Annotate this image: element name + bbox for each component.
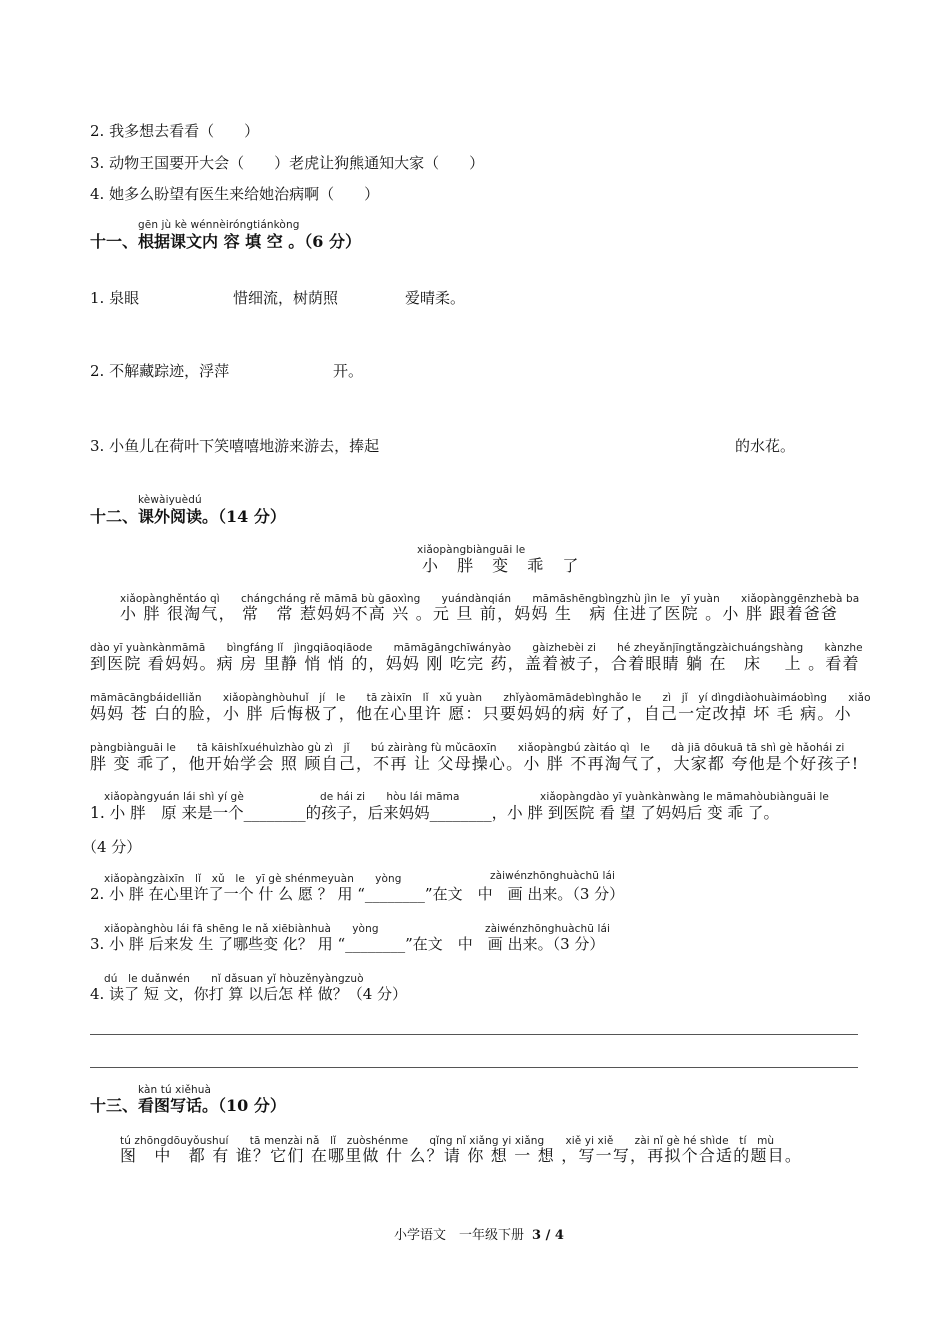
story-line-1: 小 胖 很淘气， 常 常 惹妈妈不高 兴 。元 旦 前，妈妈 生 病 住进了医院 。小 胖 跟着爸爸 [120, 604, 839, 623]
s11-q2-part-a: 2. 不解藏踪迹，浮萍 [90, 362, 230, 380]
answer-line-2[interactable] [90, 1067, 858, 1068]
s12-q2-pinyin-b: zàiwénzhōnghuàchū lái [490, 870, 616, 882]
s12-question-3: 3. 小 胖 后来发 生 了哪些变 化？ 用 “________”在文 中 画 出来。（3 分） [90, 935, 605, 953]
s12-question-4: 4. 读了 短 文，你打 算 以后怎 样 做？（4 分） [90, 985, 408, 1003]
section13-heading: 十三、看图写话。（10 分） [90, 1096, 286, 1115]
s11-q2-part-b: 开。 [333, 362, 364, 380]
s12-question-2: 2. 小 胖 在心里许了一个 什 么 愿 ？ 用 “________”在文 中 画 出来。（3 分） [90, 885, 625, 903]
q10-item-2: 2. 我多想去看看（ ） [90, 122, 260, 140]
s11-q1-part-b: 惜细流，树荫照 [233, 289, 339, 307]
s12-q3-pinyin-b: zàiwénzhōnghuàchū lái [485, 923, 611, 935]
s12-q1-score: （4 分） [82, 838, 142, 856]
s12-question-1: 1. 小 胖 原 来是一个________的孩子，后来妈妈________，小 胖 到医院 看 望 了妈妈后 变 乖 了。 [90, 804, 779, 822]
story-line-4: 胖 变 乖了，他开始学会 照 顾自己，不再 让 父母操心。小 胖 不再淘气了，大家都 夸他是个好孩子! [90, 754, 860, 773]
story-title-pinyin: xiǎopàngbiànguāi le [417, 544, 526, 556]
footer-page-number: 3 / 4 [532, 1228, 564, 1243]
section13-pinyin: kàn tú xiěhuà [138, 1084, 212, 1096]
footer-subject: 小学语文 一年级下册 [394, 1228, 525, 1243]
section12-pinyin: kèwàiyuèdú [138, 494, 202, 506]
section11-pinyin: gēn jù kè wénnèiróngtiánkòng [138, 219, 300, 231]
story-pinyin-line-3: māmācāngbáidelliǎn xiǎopànghòuhuǐ jí le tā zàixīn lǐ xǔ yuàn zhǐyàomāmādebìnghǎo le zì jǐ yí dìngdiàohuàimáobìng xiǎo [90, 692, 871, 704]
story-pinyin-line-2: dào yī yuànkànmāmā bìngfáng lǐ jìngqiāoqiāode māmāgāngchīwányào gàizhebèi zi hé zheyǎnjīngtǎngzàichuángshàng kànzhe [90, 642, 863, 654]
story-line-2: 到医院 看妈妈。病 房 里静 悄 悄 的，妈妈 刚 吃完 药，盖着被子，合着眼睛 躺 在 床 上 。看着 [90, 654, 860, 673]
s11-q3-part-a: 3. 小鱼儿在荷叶下笑嘻嘻地游来游去，捧起 [90, 437, 380, 455]
s11-q3-part-b: 的水花。 [735, 437, 796, 455]
s13-prompt-pinyin: tú zhōngdōuyǒushuí tā menzài nǎ lǐ zuòshénme qǐng nǐ xiǎng yi xiǎng xiě yi xiě zài nǐ gè hé shìde tí mù [120, 1135, 775, 1147]
s12-q1-pinyin-b: de hái zi hòu lái māma [320, 791, 460, 803]
q10-item-3: 3. 动物王国要开大会（ ）老虎让狗熊通知大家（ ） [90, 154, 485, 172]
s11-q1-part-a: 1. 泉眼 [90, 289, 140, 307]
section12-heading: 十二、课外阅读。（14 分） [90, 507, 286, 526]
s12-q1-pinyin-c: xiǎopàngdào yī yuànkànwàng le māmahòubiànguāi le [540, 791, 829, 803]
story-title: 小 胖 变 乖 了 [422, 556, 586, 575]
s12-q4-pinyin: dú le duǎnwén nǐ dǎsuan yǐ hòuzěnyàngzuò [104, 973, 364, 985]
story-pinyin-line-1: xiǎopànghěntáo qì chángcháng rě māmā bù gāoxìng yuándànqián māmāshēngbìngzhù jìn le yī yuàn xiǎopànggēnzhebà ba [120, 593, 860, 605]
s11-q1-part-c: 爱晴柔。 [405, 289, 466, 307]
s12-q1-pinyin-a: xiǎopàngyuán lái shì yí gè [104, 791, 244, 803]
story-pinyin-line-4: pàngbiànguāi le tā kāishǐxuéhuìzhào gù zì jǐ bú zàiràng fù mǔcāoxīn xiǎopàngbú zàitáo qì le dà jiā dōukuā tā shì gè hǎohái zi [90, 742, 845, 754]
s12-q3-pinyin-a: xiǎopànghòu lái fā shēng le nǎ xiēbiànhuà yòng [104, 923, 379, 935]
answer-line-1[interactable] [90, 1034, 858, 1035]
q10-item-4: 4. 她多么盼望有医生来给她治病啊（ ） [90, 185, 380, 203]
section11-heading: 十一、根据课文内 容 填 空 。（6 分） [90, 232, 361, 251]
story-line-3: 妈妈 苍 白的脸，小 胖 后悔极了，他在心里许 愿：只要妈妈的病 好了，自己一定改掉 坏 毛 病。小 [90, 704, 852, 723]
s12-q2-pinyin-a: xiǎopàngzàixīn lǐ xǔ le yī gè shénmeyuàn yòng [104, 873, 402, 885]
s13-prompt: 图 中 都 有 谁？它们 在哪里做 什 么？请 你 想 一 想 ，写一写，再拟个合适的题目。 [120, 1146, 803, 1165]
